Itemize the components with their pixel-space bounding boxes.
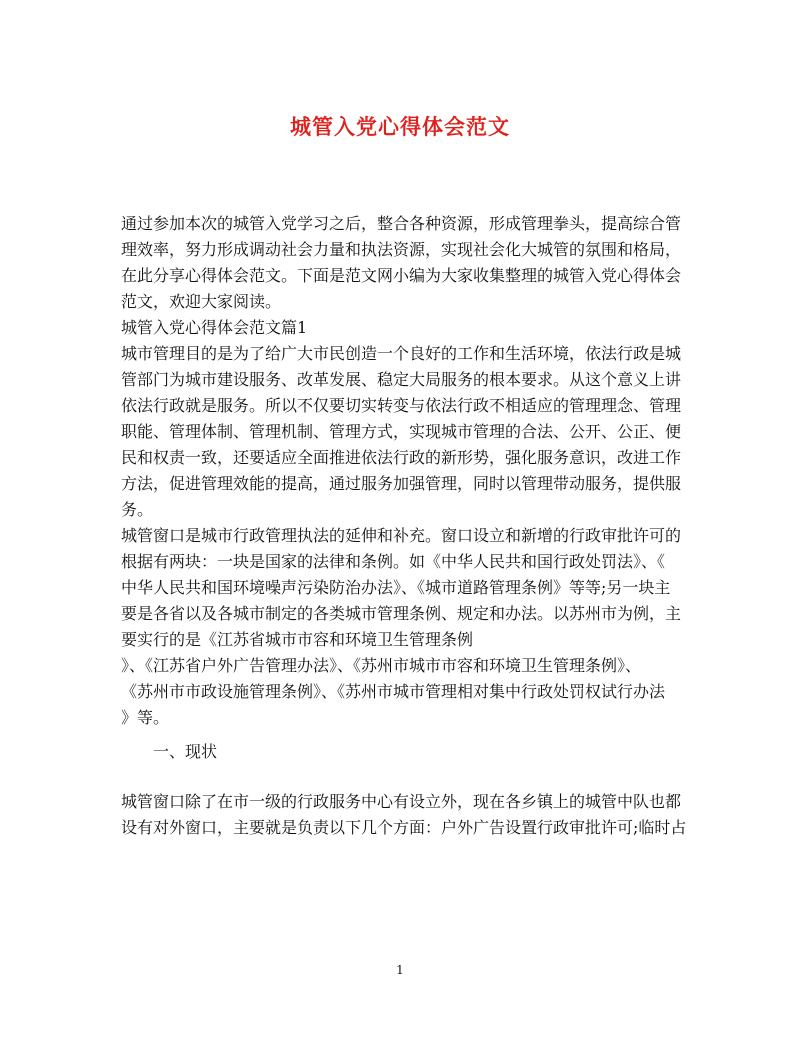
body-line: 城市管理目的是为了给广大市民创造一个良好的工作和生活环境，依法行政是城 (121, 344, 682, 363)
body-line: 范文，欢迎大家阅读。 (121, 292, 282, 311)
body-line: 务。 (121, 500, 154, 519)
page-number: 1 (396, 963, 404, 977)
body-line: 城管窗口是城市行政管理执法的延伸和补充。窗口设立和新增的行政审批许可的 (121, 526, 682, 545)
body-line: 职能、管理体制、管理机制、管理方式，实现城市管理的合法、公开、公正、便 (121, 422, 682, 441)
body-line: 》等。 (121, 708, 170, 727)
body-line: 在此分享心得体会范文。下面是范文网小编为大家收集整理的城管入党心得体会 (121, 266, 682, 285)
body-line: 城管窗口除了在市一级的行政服务中心有设立外，现在各乡镇上的城管中队也都 (121, 792, 682, 811)
body-line: 通过参加本次的城管入党学习之后，整合各种资源，形成管理拳头，提高综合管 (121, 214, 682, 233)
body-line: 理效率，努力形成调动社会力量和执法资源，实现社会化大城管的氛围和格局， (121, 240, 682, 259)
document-title: 城管入党心得体会范文 (290, 114, 510, 139)
body-line: 根据有两块：一块是国家的法律和条例。如《中华人民共和国行政处罚法》、《 (121, 552, 666, 571)
subsection-heading: 一、现状 (153, 742, 218, 761)
body-line: 《苏州市市政设施管理条例》、《苏州市城市管理相对集中行政处罚权试行办法 (121, 682, 666, 701)
body-line: 设有对外窗口，主要就是负责以下几个方面：户外广告设置行政审批许可;临时占 (121, 818, 687, 837)
section-heading: 城管入党心得体会范文篇1 (121, 318, 308, 337)
body-line: 要实行的是《江苏省城市市容和环境卫生管理条例 (121, 630, 474, 649)
body-line: 》、《江苏省户外广告管理办法》、《苏州市城市市容和环境卫生管理条例》、 (121, 656, 642, 675)
body-line: 依法行政就是服务。所以不仅要切实转变与依法行政不相适应的管理理念、管理 (121, 396, 682, 415)
body-line: 要是各省以及各城市制定的各类城市管理条例、规定和办法。以苏州市为例，主 (121, 604, 682, 623)
body-line: 中华人民共和国环境噪声污染防治办法》、《城市道路管理条例》等等;另一块主 (121, 578, 671, 597)
body-line: 民和权责一致，还要适应全面推进依法行政的新形势，强化服务意识，改进工作 (121, 448, 682, 467)
body-line: 方法，促进管理效能的提高，通过服务加强管理，同时以管理带动服务，提供服 (121, 474, 682, 493)
body-line: 管部门为城市建设服务、改革发展、稳定大局服务的根本要求。从这个意义上讲 (121, 370, 682, 389)
